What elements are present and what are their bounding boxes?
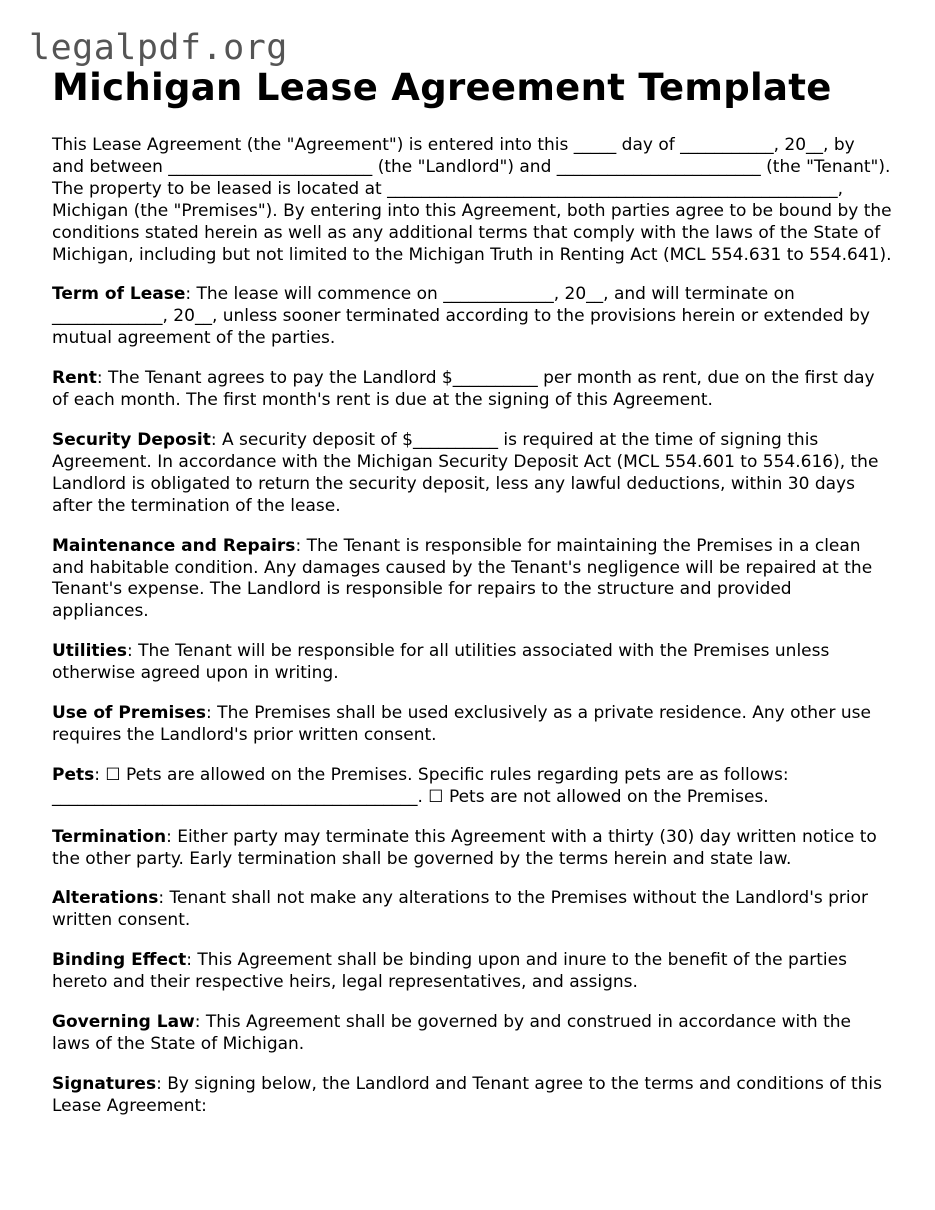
section-termination [52,827,892,871]
section-text: : The Tenant will be responsible for all utilities associated with the Premises unless otherwise agreed upon in writing. [52,641,830,684]
section-maintenance-and-repairs [52,536,892,624]
section-heading: Rent [52,368,97,389]
section-text: : The Tenant is responsible for maintaining the Premises in a clean and habitable condition. Any damages caused by the Tenant's negligence will be repaired at the Tenant's expense. The Landlord is responsible for repairs to the structure and provided appliances. [52,535,873,622]
section-pets [52,765,892,809]
section-utilities [52,641,892,685]
section-term-of-lease [52,284,892,350]
section-heading: Security Deposit [52,429,211,450]
section-text: : The lease will commence on _____________, 20__, and will terminate on _____________, 20__, unless sooner terminated according to the provisions herein or extended by mutual agreement of the parties. [52,284,870,349]
section-heading: Binding Effect [52,950,187,971]
intro-paragraph: This Lease Agreement (the "Agreement") is entered into this _____ day of ___________, 20__, by and between ________________________ (the "Landlord") and ________________________ (the "Tenant"). The property to be leased is located at _____________________________________________________, Michigan (the "Premises"). By entering into this Agreement, both parties agree to be bound by the conditions stated herein as well as any additional terms that comply with the laws of the State of Michigan, including but not limited to the Michigan Truth in Renting Act (MCL 554.631 to 554.641). [52,135,892,265]
section-security-deposit [52,430,892,518]
section-heading: Maintenance and Repairs [52,535,296,556]
document-body [52,135,892,1136]
section-rent [52,368,892,412]
section-heading: Utilities [52,641,128,662]
section-heading: Alterations [52,888,159,909]
watermark: legalpdf.org [29,28,288,68]
section-use-of-premises [52,703,892,747]
section-heading: Pets [52,764,95,785]
section-signatures [52,1074,892,1118]
section-heading: Governing Law [52,1012,195,1033]
section-governing-law [52,1012,892,1056]
section-text: : The Tenant agrees to pay the Landlord $__________ per month as rent, due on the first day of each month. The first month's rent is due at the signing of this Agreement. [52,368,875,411]
section-alterations [52,888,892,932]
section-text: : This Agreement shall be binding upon and inure to the benefit of the parties hereto and their respective heirs, legal representatives, and assigns. [52,950,847,993]
page-title: Michigan Lease Agreement Template [52,66,832,109]
section-heading: Termination [52,826,167,847]
section-heading: Use of Premises [52,703,207,724]
section-text: : By signing below, the Landlord and Tenant agree to the terms and conditions of this Lease Agreement: [52,1073,883,1116]
section-text: : The Premises shall be used exclusively as a private residence. Any other use requires the Landlord's prior written consent. [52,703,871,745]
section-text: : ☐ Pets are allowed on the Premises. Specific rules regarding pets are as follows: ___________________________________________. ☐ Pets are not allowed on the Premises. [52,764,789,807]
section-text: : A security deposit of $__________ is required at the time of signing this Agreement. In accordance with the Michigan Security Deposit Act (MCL 554.601 to 554.616), the Landlord is obligated to return the security deposit, less any lawful deductions, within 30 days after the termination of the lease. [52,429,879,516]
section-text: : Either party may terminate this Agreement with a thirty (30) day written notice to the other party. Early termination shall be governed by the terms herein and state law. [52,826,877,869]
section-text: : Tenant shall not make any alterations to the Premises without the Landlord's prior written consent. [52,888,869,931]
section-heading: Signatures [52,1073,157,1094]
section-binding-effect [52,950,892,994]
section-text: : This Agreement shall be governed by and construed in accordance with the laws of the State of Michigan. [52,1012,852,1054]
section-heading: Term of Lease [52,284,186,305]
